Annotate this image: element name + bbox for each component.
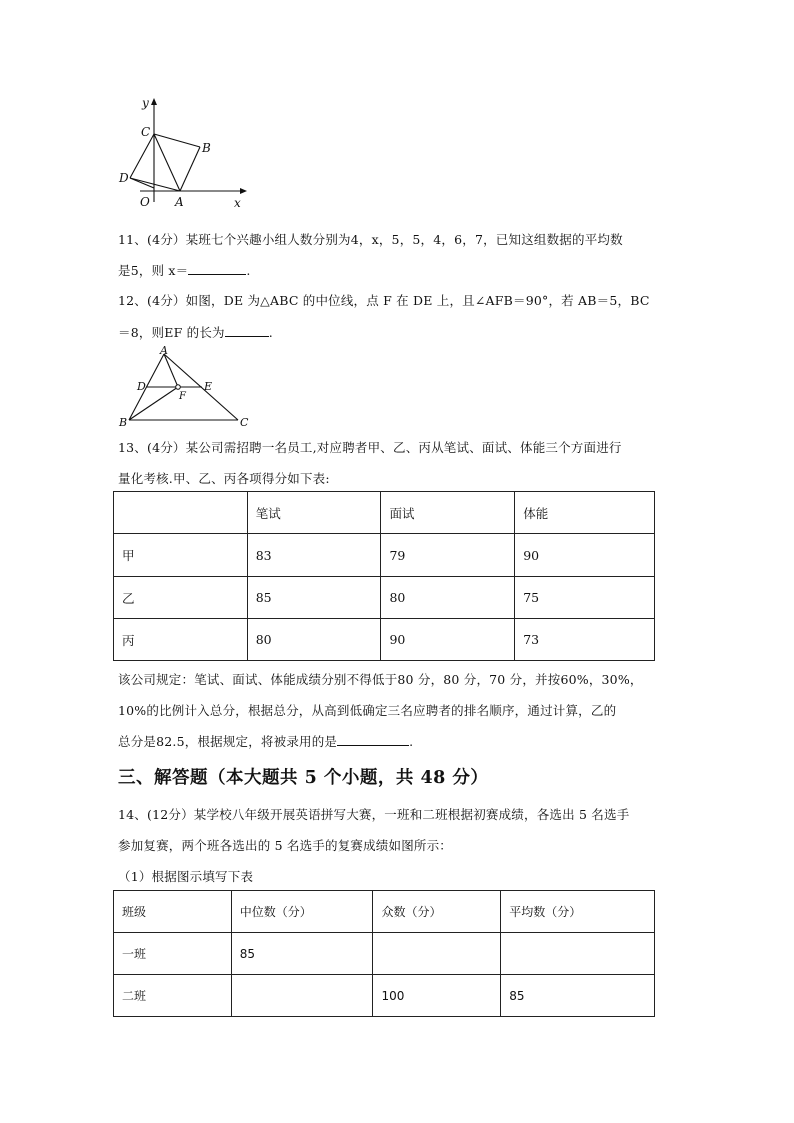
table-cell: 100: [373, 975, 501, 1017]
table-cell: 85: [231, 933, 373, 975]
header-cell: [114, 492, 248, 534]
q13-after-line3-suffix: .: [409, 734, 414, 749]
label-E: E: [204, 380, 213, 393]
table-row: [114, 534, 655, 577]
q11-line2-prefix: 是5，则 x＝: [118, 263, 189, 278]
header-cell: 体能: [515, 492, 655, 534]
table-cell: 80: [381, 577, 515, 619]
q13-after-line1: 该公司规定：笔试、面试、体能成绩分别不得低于80 分，80 分，70 分，并按60%，30%，: [118, 672, 643, 687]
table-cell: 二班: [114, 975, 232, 1017]
table-cell: 85: [247, 577, 381, 619]
header-cell: 面试: [381, 492, 515, 534]
q14-line2: 参加复赛，两个班各选出的 5 名选手的复赛成绩如图所示：: [118, 838, 453, 853]
segment-CA: [154, 134, 180, 191]
label-O: O: [140, 195, 150, 209]
label-F: F: [179, 391, 186, 402]
label-C: C: [141, 125, 151, 139]
table-cell: 79: [381, 534, 515, 577]
label-D: D: [137, 380, 146, 393]
coordinate-figure: [112, 94, 252, 212]
table-header-row: [114, 492, 655, 534]
table-cell: 乙: [114, 577, 248, 619]
x-axis-arrow: [240, 188, 247, 194]
triangle-figure: [116, 344, 256, 430]
header-cell: 中位数（分）: [231, 891, 373, 933]
segment-DA: [130, 178, 180, 191]
label-D: D: [119, 171, 129, 185]
q13-after-line3: [118, 732, 413, 750]
q12-line2-suffix: .: [268, 325, 273, 340]
segment-BA: [180, 147, 200, 191]
table-cell: 83: [247, 534, 381, 577]
table-cell: 80: [247, 619, 381, 661]
q13-after-line2: 10%的比例计入总分，根据总分，从高到低确定三名应聘者的排名顺序，通过计算，乙的: [118, 703, 617, 718]
table-row: [114, 577, 655, 619]
q13-score-table: [113, 491, 655, 661]
table-cell: 90: [381, 619, 515, 661]
segment-AF: [164, 354, 178, 387]
table-cell: 73: [515, 619, 655, 661]
q13-line1: 13、(4分）某公司需招聘一名员工,对应聘者甲、乙、丙从笔试、面试、体能三个方面进行: [118, 440, 622, 455]
answer-cell[interactable]: [231, 975, 373, 1017]
label-x: x: [234, 196, 241, 210]
segment-CD: [130, 134, 154, 178]
table-header-row: [114, 891, 655, 933]
q11-answer-blank[interactable]: [188, 262, 246, 275]
label-A: A: [175, 195, 184, 209]
answer-cell[interactable]: [501, 933, 655, 975]
label-B: B: [202, 141, 211, 155]
label-C: C: [240, 416, 249, 429]
section-heading: 三、解答题（本大题共 5 个小题，共 48 分）: [118, 768, 489, 788]
point-F: [176, 385, 181, 390]
y-axis-arrow: [151, 98, 157, 105]
table-cell: 一班: [114, 933, 232, 975]
q14-line1: 14、(12分）某学校八年级开展英语拼写大赛，一班和二班根据初赛成绩，各选出 5 名选手: [118, 807, 630, 822]
q14-sub1: （1）根据图示填写下表: [118, 869, 254, 884]
q11-line1: 11、(4分）某班七个兴趣小组人数分别为4，x，5，5，4，6，7，已知这组数据的平均数: [118, 232, 623, 247]
q14-stats-table: [113, 890, 655, 1017]
q13-after-line3-prefix: 总分是82.5，根据规定，将被录用的是: [118, 734, 338, 749]
answer-cell[interactable]: [373, 933, 501, 975]
header-cell: 众数（分）: [373, 891, 501, 933]
label-B: B: [119, 416, 128, 429]
q13-line2: 量化考核.甲、乙、丙各项得分如下表:: [118, 471, 330, 486]
header-cell: 班级: [114, 891, 232, 933]
label-A: A: [160, 344, 168, 357]
q12-line2: [118, 323, 273, 341]
header-cell: 笔试: [247, 492, 381, 534]
table-cell: 75: [515, 577, 655, 619]
label-y: y: [142, 96, 149, 110]
segment-CB: [154, 134, 200, 147]
q11-line2-suffix: .: [246, 263, 251, 278]
table-cell: 甲: [114, 534, 248, 577]
table-row: [114, 975, 655, 1017]
table-cell: 90: [515, 534, 655, 577]
table-cell: 丙: [114, 619, 248, 661]
q12-line2-prefix: ＝8，则EF 的长为: [118, 325, 225, 340]
table-row: [114, 619, 655, 661]
q12-answer-blank[interactable]: [225, 324, 269, 337]
table-row: [114, 933, 655, 975]
header-cell: 平均数（分）: [501, 891, 655, 933]
q12-line1: 12、(4分）如图，DE 为△ABC 的中位线，点 F 在 DE 上，且∠AFB＝90°，若 AB＝5，BC: [118, 293, 650, 308]
q11-line2: [118, 261, 251, 279]
q13-answer-blank[interactable]: [337, 733, 409, 746]
table-cell: 85: [501, 975, 655, 1017]
